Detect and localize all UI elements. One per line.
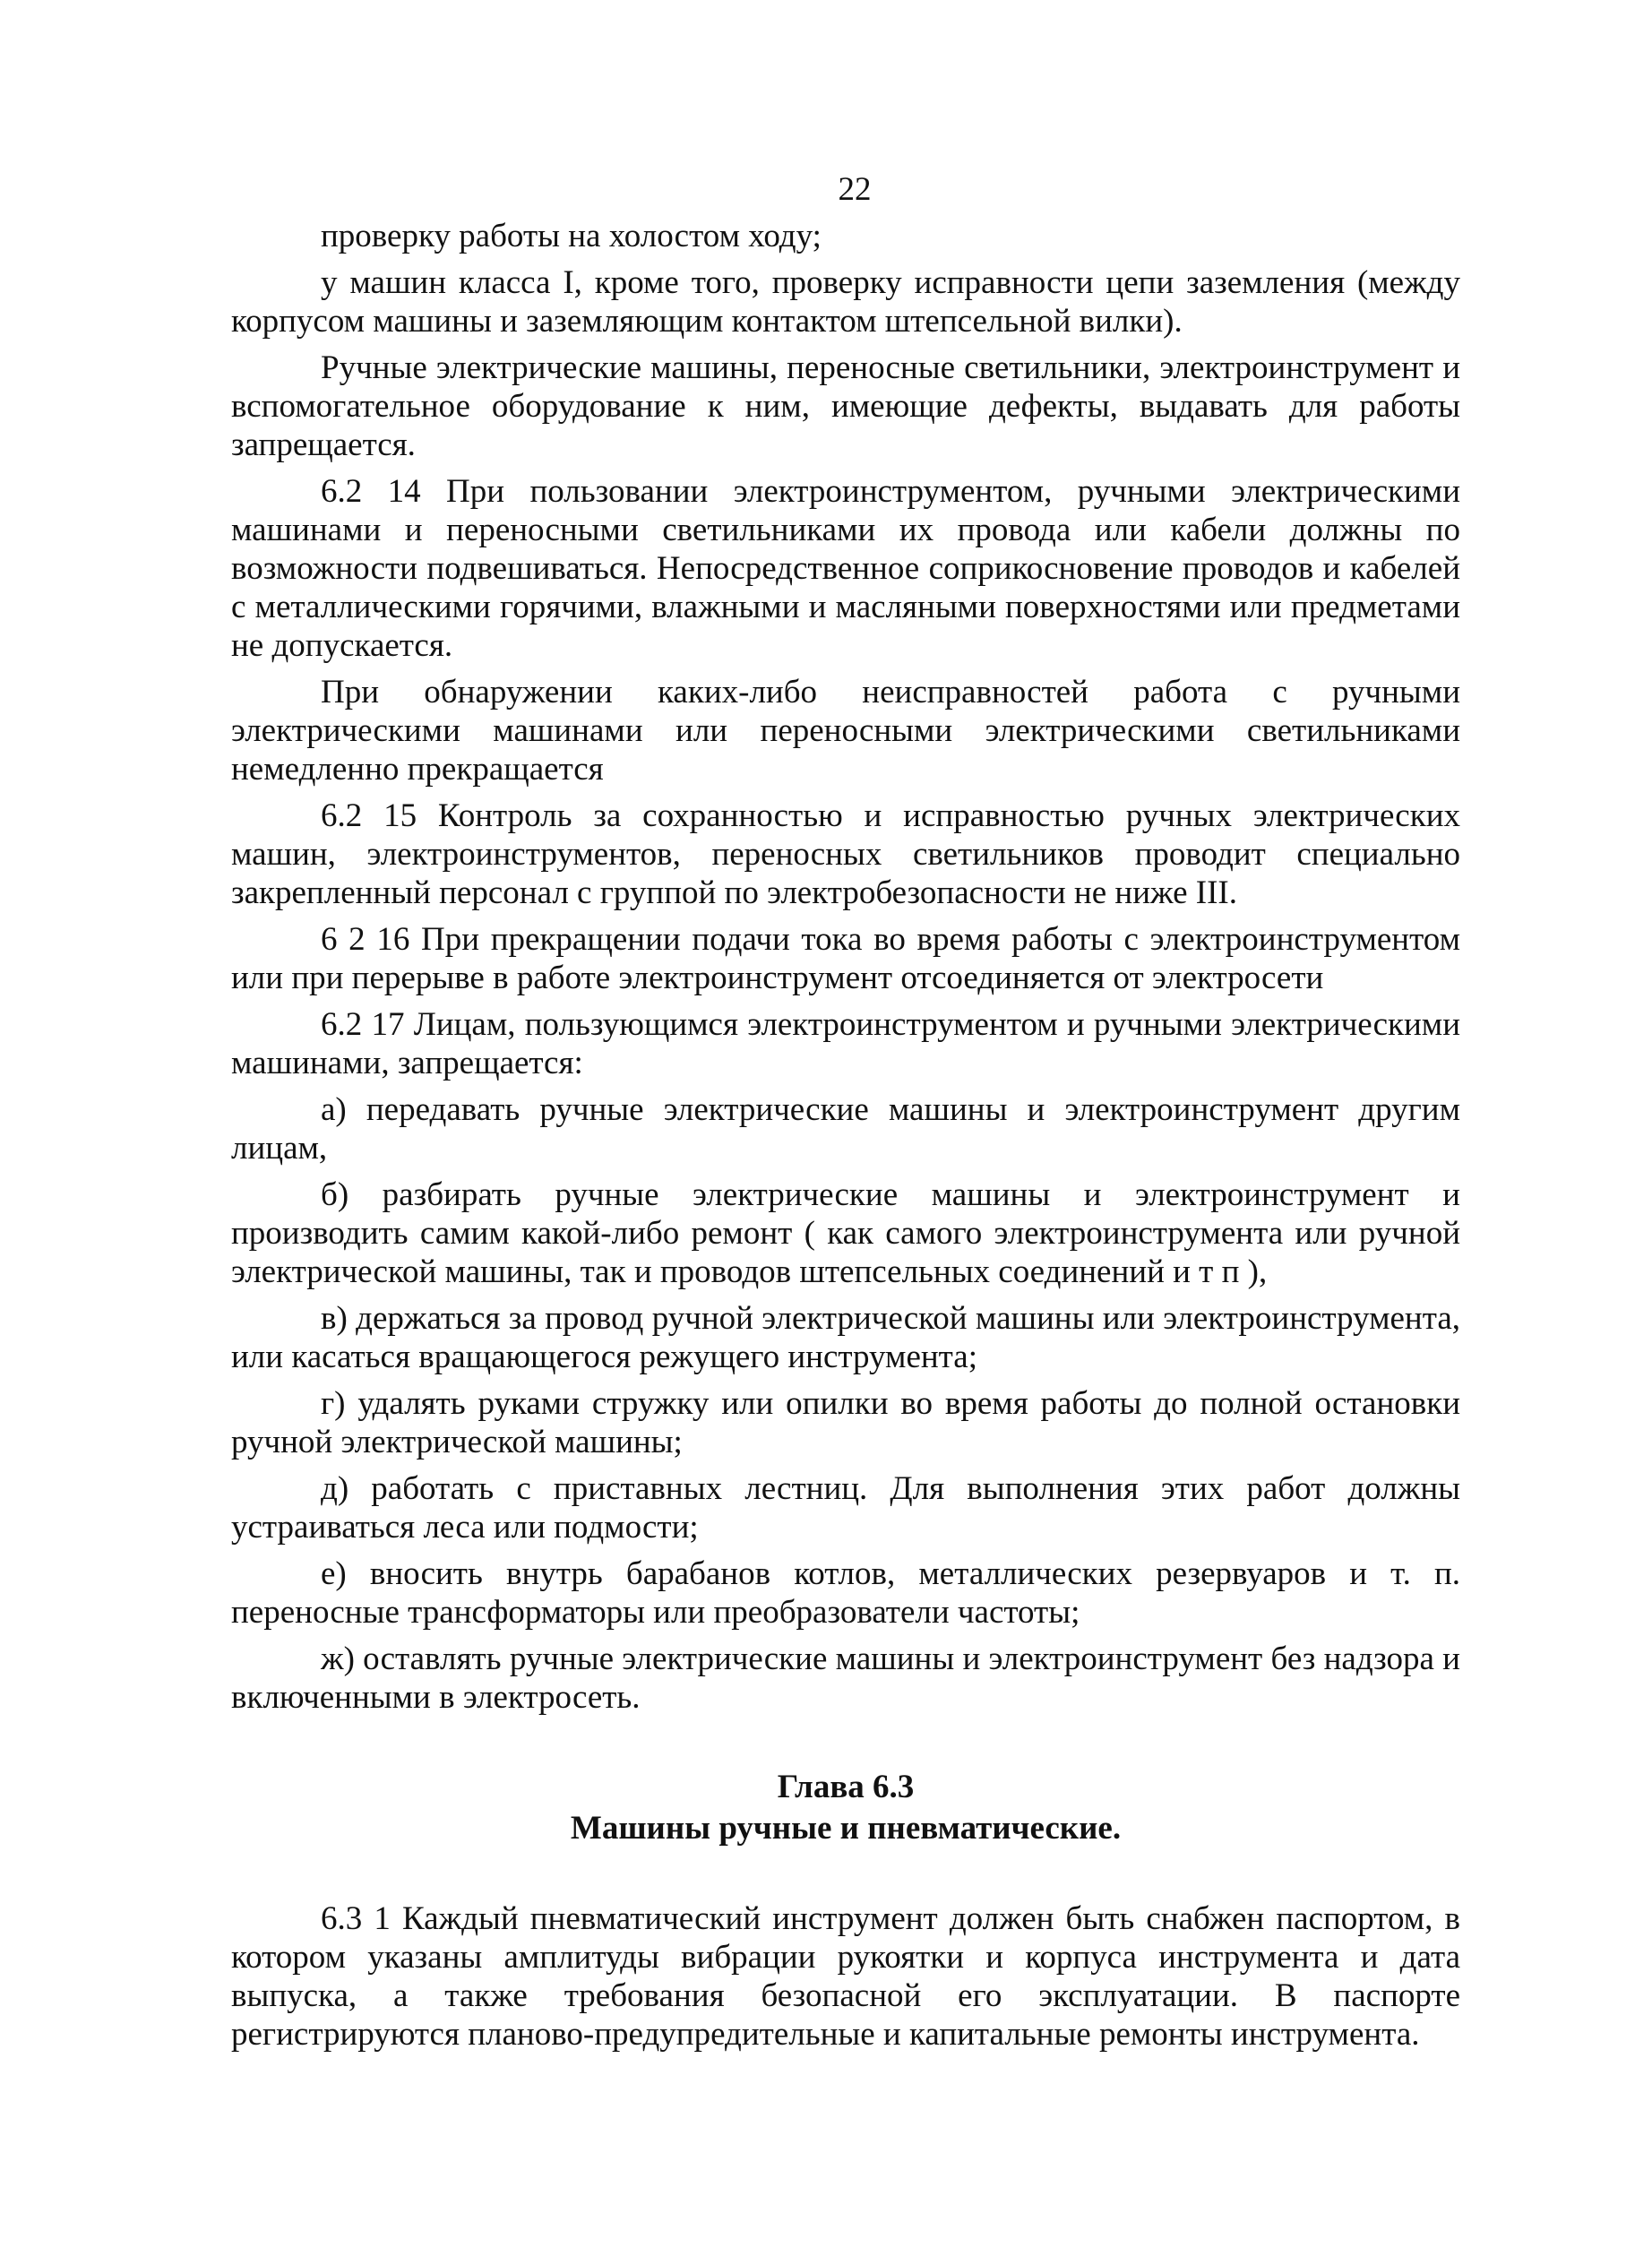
body-text-top bbox=[231, 217, 1460, 1717]
list-item: ж) оставлять ручные электрические машины и электроинструмент без надзора и включенными в электросеть. bbox=[231, 1641, 1460, 1716]
paragraph: 6.3 1 Каждый пневматический инструмент должен быть снабжен паспортом, в котором указаны амплитуды вибрации рукоятки и корпуса инструмента и дата выпуска, а также требования безопасной его эксплуатации. В паспорте регистрируются планово-предупредительные и капитальные ремонты инструмента. bbox=[231, 1900, 1460, 2053]
body-text-bottom bbox=[231, 1899, 1460, 2054]
paragraph: При обнаружении каких-либо неисправностей работа с ручными электрическими машинами или переносными электрическими светильниками немедленно прекращается bbox=[231, 674, 1460, 788]
page-number: 22 bbox=[838, 171, 872, 208]
paragraph: Ручные электрические машины, переносные светильники, электроинструмент и вспомогательное оборудование к ним, имеющие дефекты, выдавать для работы запрещается. bbox=[231, 349, 1460, 463]
list-item: б) разбирать ручные электрические машины и электроинструмент и производить самим какой-либо ремонт ( как самого электроинструмента или ручной электрической машины, так и проводов штепсельных соединений и т п ), bbox=[231, 1176, 1460, 1290]
paragraph: 6 2 16 При прекращении подачи тока во время работы с электроинструментом или при перерыве в работе электроинструмент отсоединяется от электросети bbox=[231, 921, 1460, 996]
chapter-heading: Глава 6.3 bbox=[777, 1769, 915, 1805]
list-item: а) передавать ручные электрические машины и электроинструмент другим лицам, bbox=[231, 1091, 1460, 1167]
paragraph: 6.2 15 Контроль за сохранностью и исправностью ручных электрических машин, электроинструментов, переносных светильников проводит специально закрепленный персонал с группой по электробезопасности не ниже III. bbox=[231, 797, 1460, 911]
paragraph: 6.2 17 Лицам, пользующимся электроинструментом и ручными электрическими машинами, запрещается: bbox=[231, 1006, 1460, 1081]
paragraph: проверку работы на холостом ходу; bbox=[321, 218, 822, 254]
chapter-title: Машины ручные и пневматические. bbox=[570, 1810, 1122, 1847]
paragraph: у машин класса I, кроме того, проверку исправности цепи заземления (между корпусом машины и заземляющим контактом штепсельной вилки). bbox=[231, 264, 1460, 340]
list-item: в) держаться за провод ручной электрической машины или электроинструмента, или касаться вращающегося режущего инструмента; bbox=[231, 1300, 1460, 1375]
document-page bbox=[231, 170, 1460, 2062]
paragraph: 6.2 14 При пользовании электроинструментом, ручными электрическими машинами и переносными светильниками их провода или кабели должны по возможности подвешиваться. Непосредственное соприкосновение проводов и кабелей с металлическими горячими, влажными и масляными поверхностями или предметами не допускается. bbox=[231, 473, 1460, 664]
list-item: г) удалять руками стружку или опилки во время работы до полной остановки ручной электрической машины; bbox=[231, 1385, 1460, 1460]
list-item: д) работать с приставных лестниц. Для выполнения этих работ должны устраиваться леса или подмости; bbox=[231, 1470, 1460, 1546]
list-item: е) вносить внутрь барабанов котлов, металлических резервуаров и т. п. переносные трансформаторы или преобразователи частоты; bbox=[231, 1555, 1460, 1631]
